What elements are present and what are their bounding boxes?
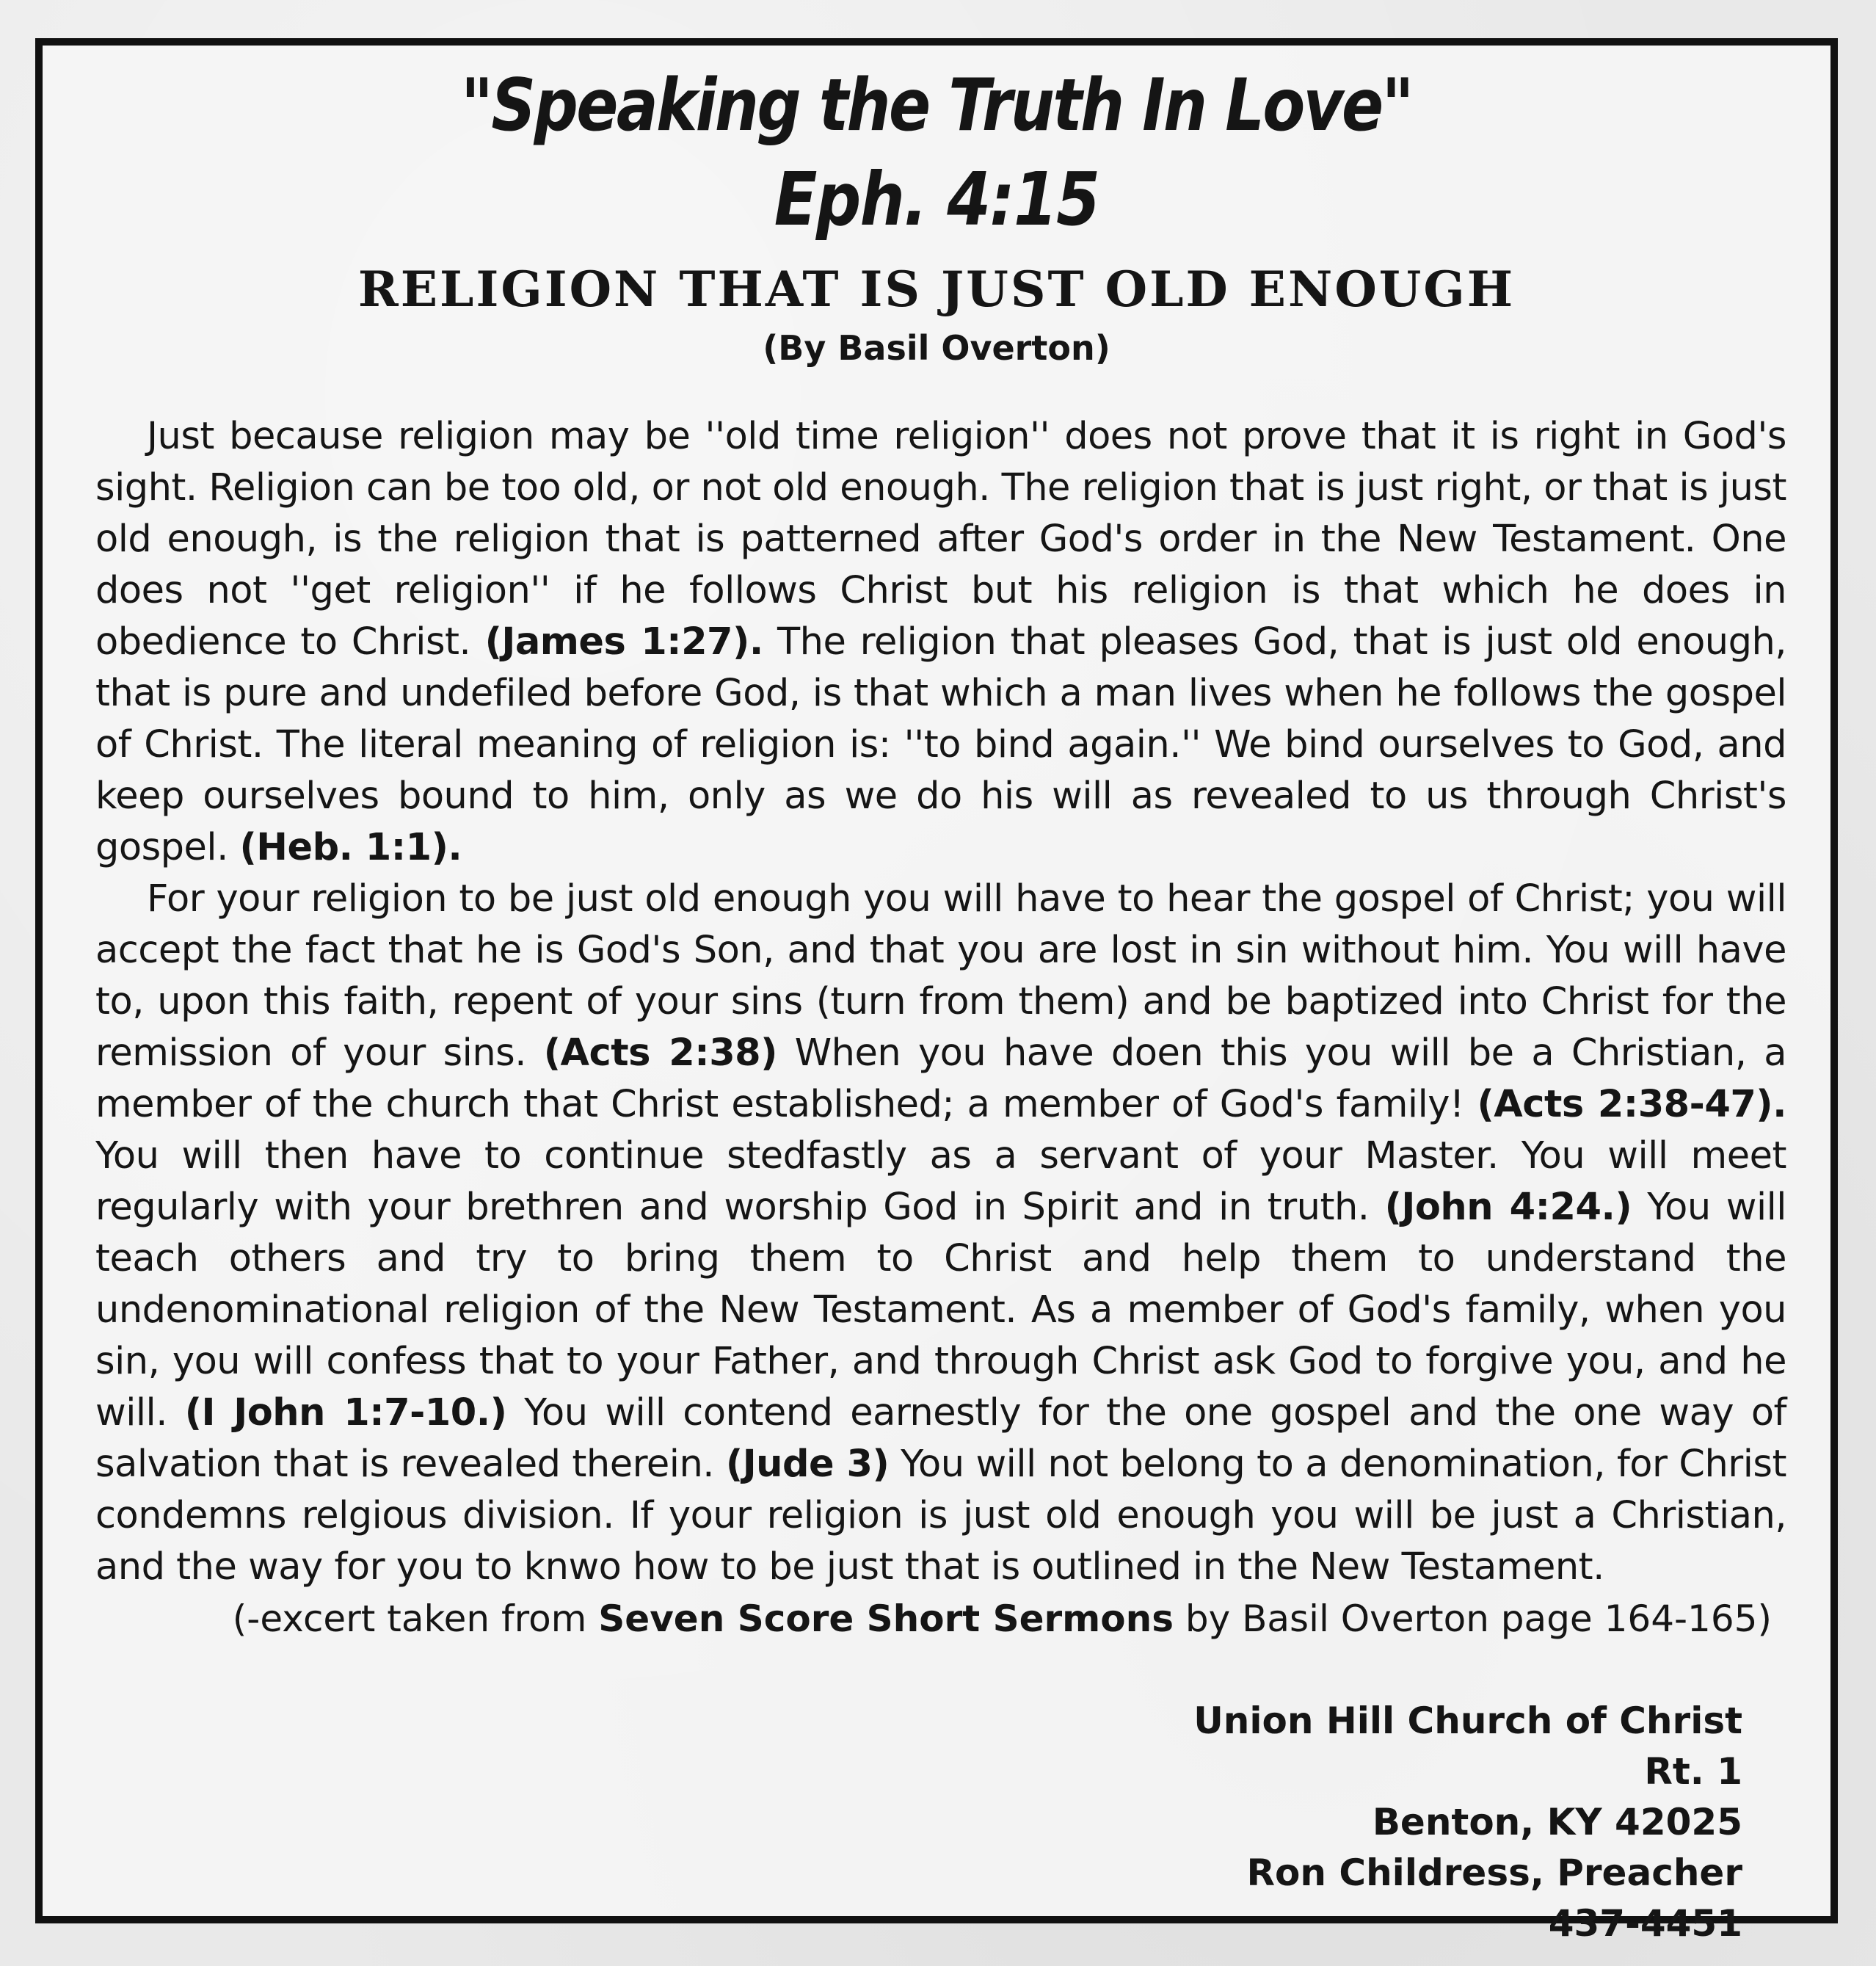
- scripture-citation: (I John 1:7-10.): [184, 1391, 507, 1434]
- paragraph-text: When you have doen this you will be a Christian, a member of the church that Christ established; a member of God's family!: [95, 1031, 1786, 1126]
- paragraph-text: You will not belong to a denomination, for Christ condemns relgious division. If your religion is just old enough you will be just a Christian, and the way for you to knwo how to be just that is outlined in the New Testament.: [95, 1443, 1786, 1589]
- scripture-citation: (James 1:27).: [484, 620, 763, 664]
- scripture-reference: Eph. 4:15: [774, 156, 1099, 242]
- paragraph-text: You will teach others and try to bring them to Christ and help them to understand the undenominational religion of the New Testament. As a member of God's family, when you sin, you will confess that to your Father, and through Christ ask God to forgive you, and he will.: [95, 1186, 1786, 1434]
- advertisement-box: [35, 38, 1838, 1945]
- article-headline: RELIGION THAT IS JUST OLD ENOUGH: [357, 261, 1516, 318]
- paragraph-text: The religion that pleases God, that is just old enough, that is pure and undefiled before God, is that which a man lives when he follows the gospel of Christ. The literal meaning of religion is: ''to bind again.'' We bind ourselves to God, and keep ourselves bound to him, only as we do his will as revealed to us through Christ's gospel.: [95, 620, 1787, 869]
- source-suffix: by Basil Overton page 164-165): [1173, 1597, 1772, 1640]
- source-book-title: Seven Score Short Sermons: [598, 1597, 1174, 1640]
- church-phone: 437-4451: [1548, 1902, 1742, 1945]
- paragraph-text: For your religion to be just old enough you will have to hear the gospel of Christ; you will accept the fact that he is God's Son, and that you are lost in sin without him. You will have to, upon this faith, repent of your sins (turn from them) and be baptized into Christ for the remission of your sins.: [95, 877, 1786, 1075]
- article-body: [95, 411, 1786, 1593]
- church-contact-block: [1008, 1696, 1742, 1949]
- paragraph-text: You will then have to continue stedfastly as a servant of your Master. You will meet regularly with your brethren and worship God in Spirit and in truth.: [95, 1134, 1786, 1229]
- church-city: Benton, KY 42025: [1372, 1801, 1742, 1843]
- article-paragraph-1: [95, 411, 1786, 874]
- source-citation: [84, 1593, 1772, 1644]
- paragraph-text: Just because religion may be ''old time religion'' does not prove that it is right in God's sight. Religion can be too old, or not old enough. The religion that is just right, or that is just old enough, is the religion that is patterned after God's order in the New Testament. One does not ''get religion'' if he follows Christ but his religion is that which he does in obedience to Christ.: [95, 415, 1786, 664]
- church-name: Union Hill Church of Christ: [1193, 1700, 1742, 1742]
- church-preacher: Ron Childress, Preacher: [1246, 1851, 1742, 1894]
- scripture-citation: (Jude 3): [725, 1443, 890, 1486]
- church-route: Rt. 1: [1644, 1750, 1742, 1793]
- scripture-citation: (Heb. 1:1).: [239, 826, 462, 869]
- article-byline: (By Basil Overton): [763, 328, 1110, 368]
- scripture-citation: (John 4:24.): [1384, 1186, 1632, 1229]
- paragraph-text: You will contend earnestly for the one gospel and the one way of salvation that is revealed therein.: [95, 1391, 1786, 1486]
- source-prefix: (-excert taken from: [232, 1597, 599, 1640]
- article-paragraph-2: [95, 874, 1786, 1593]
- scripture-citation: (Acts 2:38): [543, 1031, 777, 1075]
- ad-title: "Speaking the Truth In Love": [461, 64, 1412, 148]
- scripture-citation: (Acts 2:38-47).: [1477, 1083, 1786, 1126]
